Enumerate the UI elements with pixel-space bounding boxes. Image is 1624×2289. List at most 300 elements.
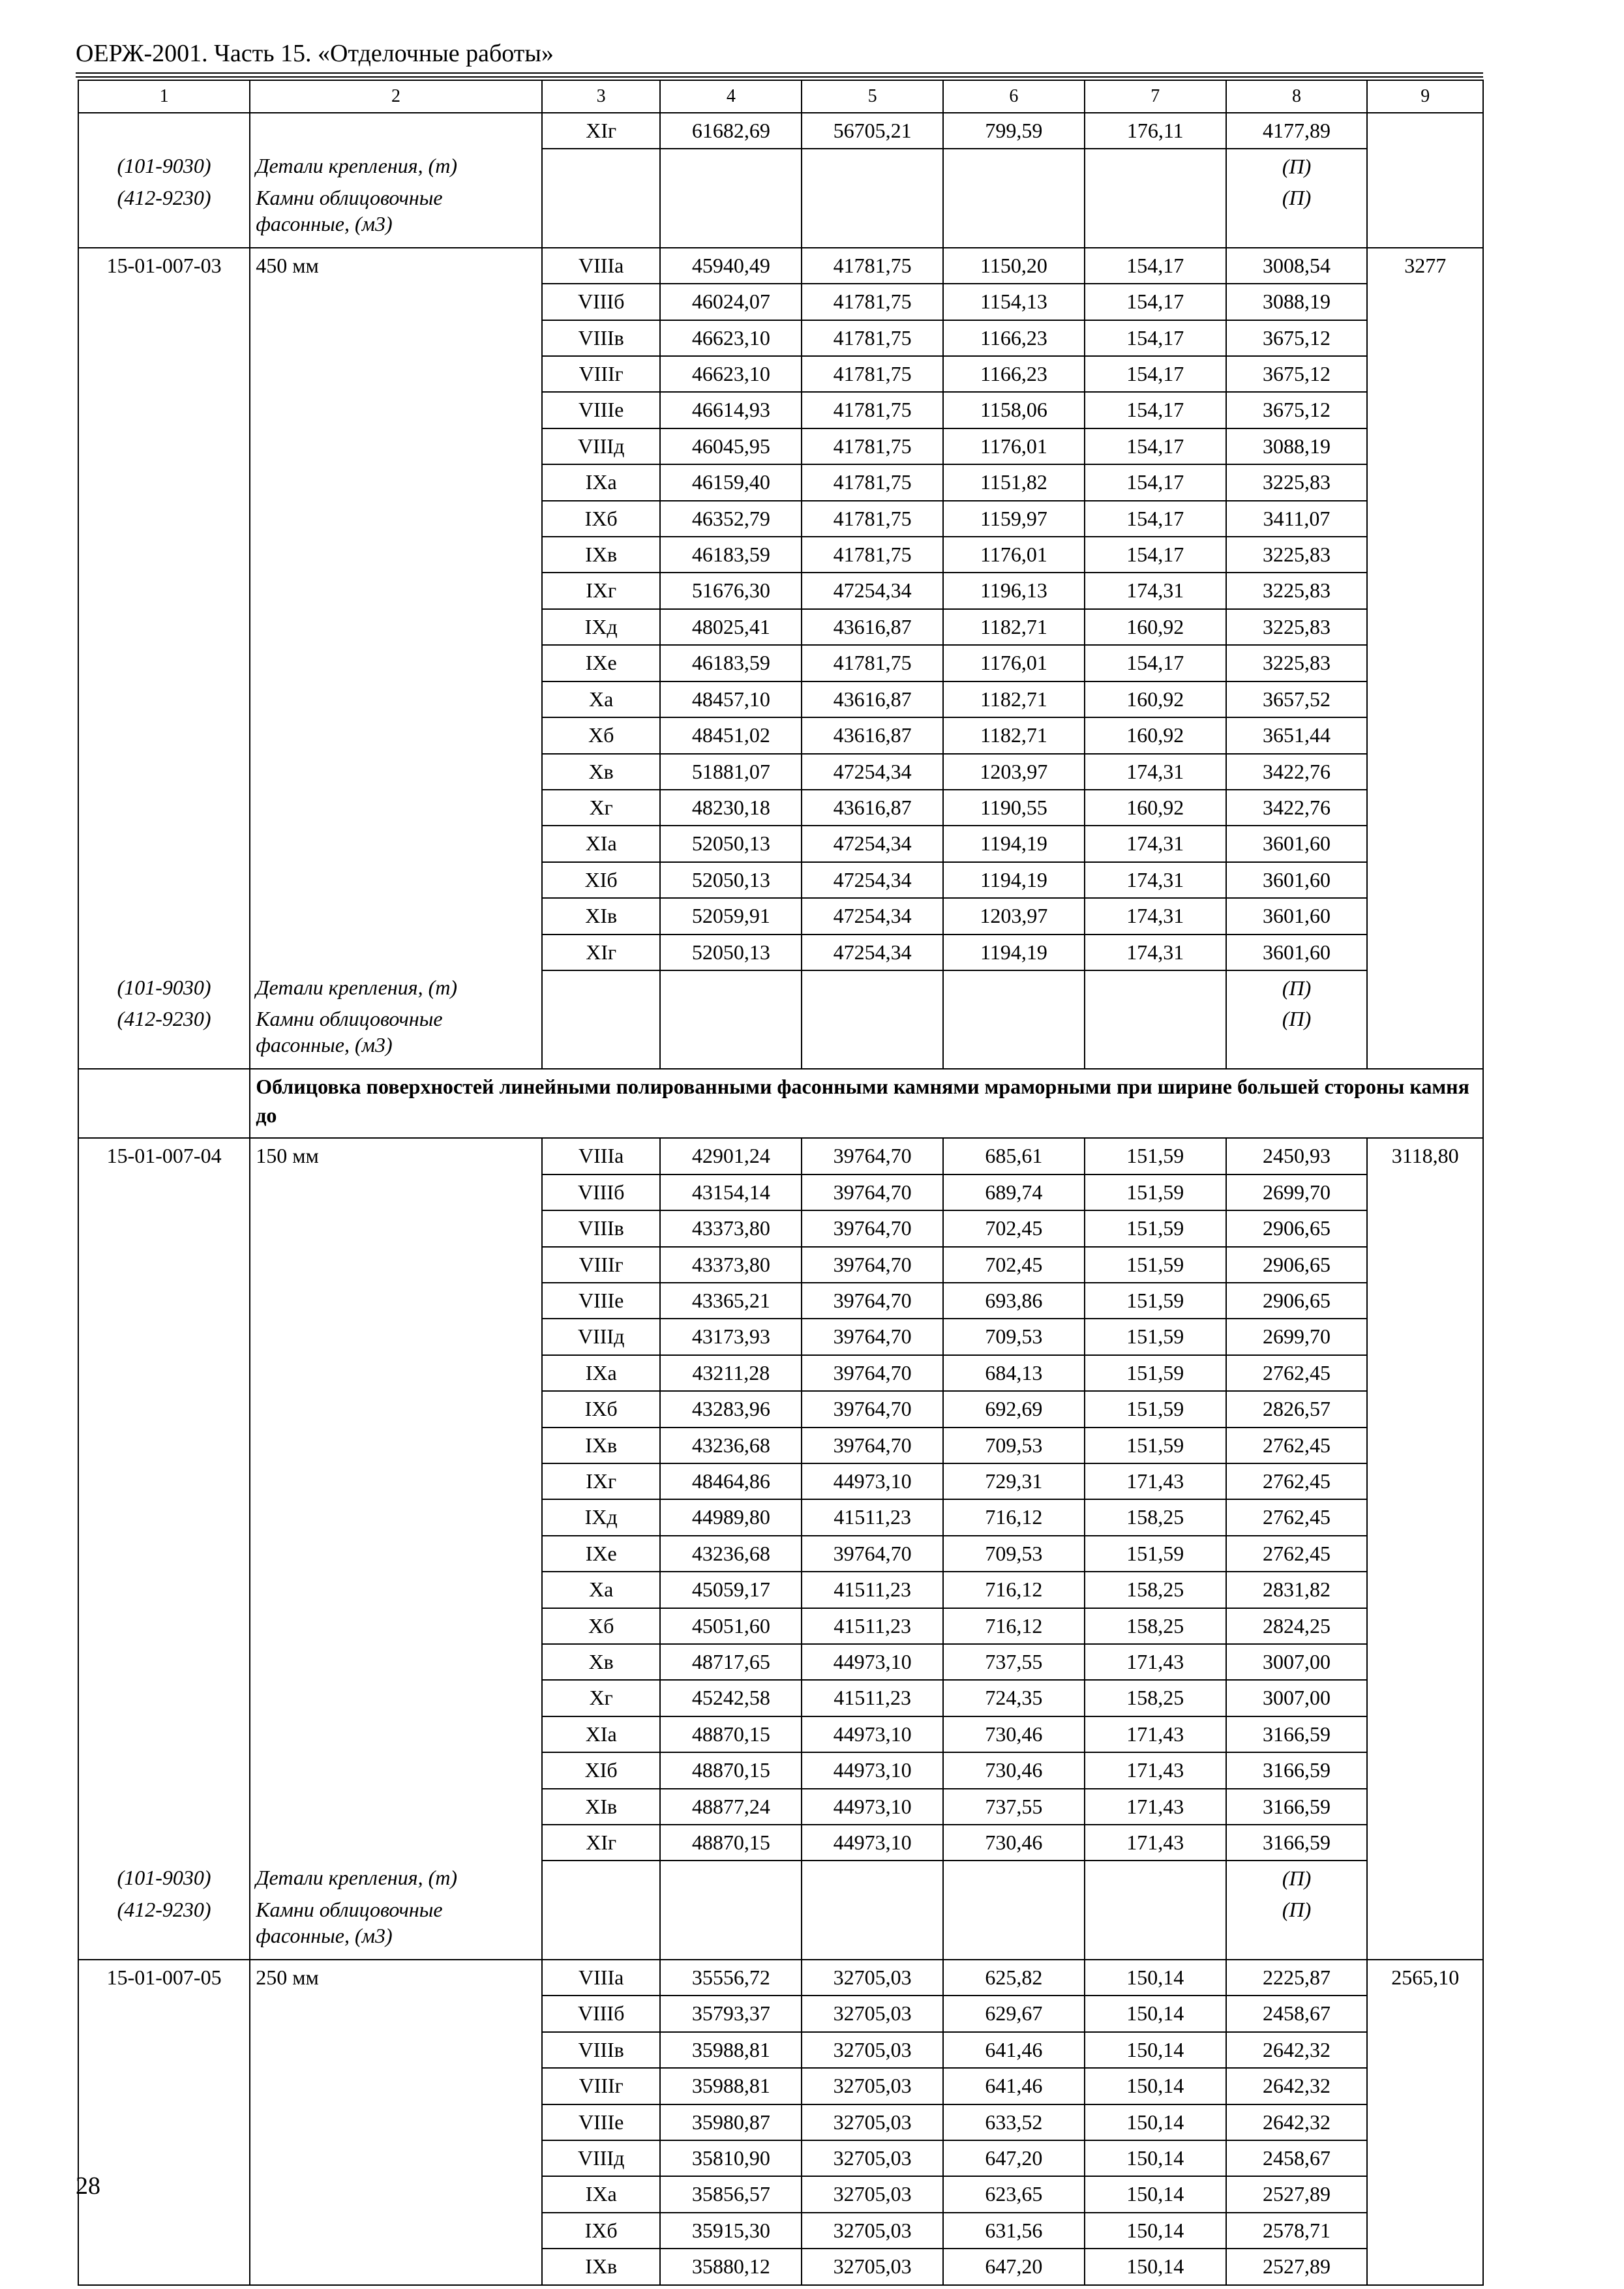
empty-cell	[250, 754, 542, 790]
empty-cell	[250, 1996, 542, 2031]
price-value: 52059,91	[660, 898, 802, 934]
price-value: 61682,69	[660, 113, 802, 149]
empty-cell	[250, 1499, 542, 1535]
price-value: 641,46	[943, 2032, 1085, 2068]
price-value: 56705,21	[802, 113, 943, 149]
price-value: 2906,65	[1226, 1283, 1368, 1319]
price-value: 151,59	[1085, 1391, 1226, 1427]
table-row	[78, 826, 1483, 861]
price-value: 48870,15	[660, 1716, 802, 1752]
empty-cell	[78, 2213, 250, 2249]
empty-cell	[78, 1247, 250, 1283]
empty-cell	[78, 1210, 250, 1246]
price-value: 150,14	[1085, 1960, 1226, 1996]
empty-cell	[1367, 1644, 1483, 1680]
empty-cell	[78, 1319, 250, 1354]
empty-cell	[1085, 1006, 1226, 1069]
price-value: 1182,71	[943, 681, 1085, 717]
price-value: 48870,15	[660, 1752, 802, 1788]
empty-cell	[78, 1752, 250, 1788]
price-value: 43173,93	[660, 1319, 802, 1354]
price-value: 3601,60	[1226, 935, 1368, 970]
zone-code: IXе	[542, 1536, 661, 1572]
empty-cell	[1367, 1174, 1483, 1210]
empty-cell	[78, 1428, 250, 1463]
price-value: 48717,65	[660, 1644, 802, 1680]
section-heading-row	[78, 1069, 1483, 1138]
table-row	[78, 2140, 1483, 2176]
empty-cell	[250, 2140, 542, 2176]
material-row	[78, 1896, 1483, 1960]
empty-cell	[250, 2068, 542, 2104]
price-value: 46623,10	[660, 320, 802, 356]
zone-code: XIг	[542, 935, 661, 970]
material-row	[78, 149, 1483, 184]
price-value: 150,14	[1085, 2213, 1226, 2249]
price-value: 32705,03	[802, 2213, 943, 2249]
header-rule	[76, 76, 1483, 78]
table-row	[78, 717, 1483, 753]
zone-code: VIIIе	[542, 1283, 661, 1319]
empty-cell	[78, 284, 250, 320]
price-value: 3422,76	[1226, 754, 1368, 790]
price-value: 158,25	[1085, 1572, 1226, 1608]
empty-cell	[1367, 149, 1483, 184]
price-value: 32705,03	[802, 2176, 943, 2212]
empty-cell	[1367, 1428, 1483, 1463]
empty-cell	[250, 320, 542, 356]
price-value: 2450,93	[1226, 1138, 1368, 1174]
empty-cell	[542, 1006, 661, 1069]
material-code: (101-9030)	[78, 149, 250, 184]
price-value: 174,31	[1085, 935, 1226, 970]
price-value: 1194,19	[943, 862, 1085, 898]
material-mark: (П)	[1226, 1006, 1368, 1069]
price-value: 48025,41	[660, 609, 802, 645]
empty-cell	[250, 717, 542, 753]
price-value: 2458,67	[1226, 1996, 1368, 2031]
empty-cell	[1367, 935, 1483, 970]
empty-cell	[1367, 537, 1483, 573]
price-value: 3225,83	[1226, 609, 1368, 645]
price-value: 39764,70	[802, 1247, 943, 1283]
price-value: 689,74	[943, 1174, 1085, 1210]
empty-cell	[542, 185, 661, 248]
empty-cell	[1367, 717, 1483, 753]
work-name: 150 мм	[250, 1138, 542, 1174]
empty-cell	[1367, 1536, 1483, 1572]
empty-cell	[1367, 113, 1483, 149]
price-value: 150,14	[1085, 2249, 1226, 2284]
price-value: 35988,81	[660, 2032, 802, 2068]
column-number: 7	[1085, 80, 1226, 113]
price-value: 3088,19	[1226, 428, 1368, 464]
rate-code: 15-01-007-03	[78, 248, 250, 284]
zone-code: VIIIе	[542, 2104, 661, 2140]
price-value: 32705,03	[802, 1996, 943, 2031]
price-value: 151,59	[1085, 1428, 1226, 1463]
empty-cell	[78, 392, 250, 428]
price-value: 1158,06	[943, 392, 1085, 428]
table-row	[78, 1644, 1483, 1680]
material-code: (412-9230)	[78, 1896, 250, 1960]
price-value: 2699,70	[1226, 1174, 1368, 1210]
price-value: 633,52	[943, 2104, 1085, 2140]
empty-cell	[250, 1319, 542, 1354]
price-value: 32705,03	[802, 2140, 943, 2176]
column-number: 5	[802, 80, 943, 113]
price-value: 2642,32	[1226, 2068, 1368, 2104]
price-value: 2824,25	[1226, 1608, 1368, 1644]
empty-cell	[78, 2249, 250, 2284]
empty-cell	[250, 428, 542, 464]
table-row	[78, 645, 1483, 681]
price-value: 1151,82	[943, 464, 1085, 500]
price-value: 3088,19	[1226, 284, 1368, 320]
price-value: 629,67	[943, 1996, 1085, 2031]
price-value: 46623,10	[660, 356, 802, 392]
price-value: 693,86	[943, 1283, 1085, 1319]
empty-cell	[78, 1825, 250, 1861]
price-value: 174,31	[1085, 898, 1226, 934]
empty-cell	[1367, 1680, 1483, 1716]
empty-cell	[78, 1644, 250, 1680]
price-value: 1203,97	[943, 898, 1085, 934]
price-value: 174,31	[1085, 754, 1226, 790]
price-value: 48451,02	[660, 717, 802, 753]
empty-cell	[250, 1355, 542, 1391]
table-row	[78, 790, 1483, 826]
price-value: 702,45	[943, 1247, 1085, 1283]
price-value: 39764,70	[802, 1138, 943, 1174]
empty-cell	[802, 149, 943, 184]
price-value: 45242,58	[660, 1680, 802, 1716]
empty-cell	[78, 113, 250, 149]
price-value: 52050,13	[660, 826, 802, 861]
empty-cell	[250, 1247, 542, 1283]
table-row	[78, 1499, 1483, 1535]
price-value: 2762,45	[1226, 1428, 1368, 1463]
price-value: 174,31	[1085, 826, 1226, 861]
price-value: 35556,72	[660, 1960, 802, 1996]
table-row	[78, 898, 1483, 934]
empty-cell	[542, 1896, 661, 1960]
price-value: 2762,45	[1226, 1536, 1368, 1572]
empty-cell	[78, 2032, 250, 2068]
material-mark: (П)	[1226, 1861, 1368, 1896]
price-value: 47254,34	[802, 754, 943, 790]
price-value: 3225,83	[1226, 537, 1368, 573]
price-value: 45059,17	[660, 1572, 802, 1608]
empty-cell	[1085, 185, 1226, 248]
zone-code: VIIIв	[542, 1210, 661, 1246]
price-value: 154,17	[1085, 284, 1226, 320]
empty-cell	[660, 970, 802, 1006]
empty-cell	[802, 1896, 943, 1960]
empty-cell	[250, 1536, 542, 1572]
empty-cell	[78, 1996, 250, 2031]
table-row	[78, 1752, 1483, 1788]
price-value: 3007,00	[1226, 1680, 1368, 1716]
empty-cell	[250, 1716, 542, 1752]
zone-code: Xб	[542, 1608, 661, 1644]
price-value: 709,53	[943, 1428, 1085, 1463]
material-name: Детали крепления, (т)	[250, 149, 542, 184]
table-row	[78, 2213, 1483, 2249]
price-value: 35915,30	[660, 2213, 802, 2249]
price-value: 1182,71	[943, 609, 1085, 645]
price-value: 160,92	[1085, 609, 1226, 645]
table-row	[78, 1789, 1483, 1825]
price-value: 151,59	[1085, 1536, 1226, 1572]
column-number-row	[78, 80, 1483, 113]
table-row	[78, 1247, 1483, 1283]
material-code: (101-9030)	[78, 1861, 250, 1896]
price-value: 44973,10	[802, 1752, 943, 1788]
price-value: 32705,03	[802, 2104, 943, 2140]
empty-cell	[1085, 1861, 1226, 1896]
price-value: 684,13	[943, 1355, 1085, 1391]
price-value: 1196,13	[943, 573, 1085, 608]
empty-cell	[1367, 284, 1483, 320]
empty-cell	[1085, 1896, 1226, 1960]
empty-cell	[1367, 1716, 1483, 1752]
empty-cell	[250, 1608, 542, 1644]
price-value: 1182,71	[943, 717, 1085, 753]
empty-cell	[250, 1174, 542, 1210]
material-row	[78, 185, 1483, 248]
zone-code: IXд	[542, 609, 661, 645]
empty-cell	[78, 1499, 250, 1535]
table-row	[78, 1572, 1483, 1608]
price-value: 154,17	[1085, 645, 1226, 681]
price-value: 2762,45	[1226, 1355, 1368, 1391]
price-value: 730,46	[943, 1716, 1085, 1752]
empty-cell	[1367, 1896, 1483, 1960]
price-value: 1150,20	[943, 248, 1085, 284]
empty-cell	[802, 1006, 943, 1069]
empty-cell	[943, 149, 1085, 184]
empty-cell	[78, 1716, 250, 1752]
price-value: 1176,01	[943, 428, 1085, 464]
empty-cell	[1367, 2104, 1483, 2140]
empty-cell	[1085, 149, 1226, 184]
price-value: 176,11	[1085, 113, 1226, 149]
material-row	[78, 970, 1483, 1006]
zone-code: VIIIв	[542, 2032, 661, 2068]
price-value: 3601,60	[1226, 826, 1368, 861]
price-value: 150,14	[1085, 2104, 1226, 2140]
empty-cell	[1367, 1463, 1483, 1499]
price-value: 160,92	[1085, 717, 1226, 753]
price-value: 799,59	[943, 113, 1085, 149]
price-value: 43154,14	[660, 1174, 802, 1210]
table-row	[78, 2104, 1483, 2140]
zone-code: IXе	[542, 645, 661, 681]
material-mark: (П)	[1226, 1896, 1368, 1960]
price-value: 647,20	[943, 2140, 1085, 2176]
empty-cell	[802, 185, 943, 248]
price-value: 716,12	[943, 1608, 1085, 1644]
column-number: 9	[1367, 80, 1483, 113]
price-value: 48877,24	[660, 1789, 802, 1825]
price-value: 151,59	[1085, 1355, 1226, 1391]
price-table	[78, 80, 1484, 2286]
price-value: 45940,49	[660, 248, 802, 284]
price-value: 2826,57	[1226, 1391, 1368, 1427]
table-row	[78, 935, 1483, 970]
empty-cell	[250, 2176, 542, 2212]
price-value: 2642,32	[1226, 2104, 1368, 2140]
material-row	[78, 1006, 1483, 1069]
empty-cell	[250, 2249, 542, 2284]
price-value: 46183,59	[660, 645, 802, 681]
price-value: 44973,10	[802, 1463, 943, 1499]
empty-cell	[78, 2068, 250, 2104]
price-value: 151,59	[1085, 1210, 1226, 1246]
price-value: 2527,89	[1226, 2249, 1368, 2284]
empty-cell	[250, 1752, 542, 1788]
price-value: 39764,70	[802, 1283, 943, 1319]
empty-cell	[943, 185, 1085, 248]
empty-cell	[78, 2104, 250, 2140]
zone-code: VIIIг	[542, 1247, 661, 1283]
empty-cell	[802, 970, 943, 1006]
material-code: (101-9030)	[78, 970, 250, 1006]
empty-cell	[660, 1006, 802, 1069]
empty-cell	[78, 1355, 250, 1391]
empty-cell	[1367, 1825, 1483, 1861]
table-row	[78, 681, 1483, 717]
price-value: 151,59	[1085, 1319, 1226, 1354]
price-value: 39764,70	[802, 1536, 943, 1572]
price-value: 151,59	[1085, 1247, 1226, 1283]
price-value: 3225,83	[1226, 573, 1368, 608]
price-value: 154,17	[1085, 537, 1226, 573]
price-value: 150,14	[1085, 2140, 1226, 2176]
empty-cell	[1367, 1499, 1483, 1535]
zone-code: XIб	[542, 862, 661, 898]
price-value: 625,82	[943, 1960, 1085, 1996]
price-value: 1166,23	[943, 356, 1085, 392]
price-value: 1194,19	[943, 826, 1085, 861]
material-code: (412-9230)	[78, 1006, 250, 1069]
price-value: 3007,00	[1226, 1644, 1368, 1680]
empty-cell	[250, 537, 542, 573]
price-value: 43616,87	[802, 790, 943, 826]
price-value: 48870,15	[660, 1825, 802, 1861]
table-row	[78, 2249, 1483, 2284]
price-value: 32705,03	[802, 2249, 943, 2284]
empty-cell	[78, 1680, 250, 1716]
price-value: 3225,83	[1226, 645, 1368, 681]
rate-code: 15-01-007-04	[78, 1138, 250, 1174]
price-value: 47254,34	[802, 862, 943, 898]
zone-code: VIIIа	[542, 248, 661, 284]
empty-cell	[78, 320, 250, 356]
rate-code: 15-01-007-05	[78, 1960, 250, 1996]
material-name: Детали крепления, (т)	[250, 970, 542, 1006]
empty-cell	[78, 862, 250, 898]
price-value: 1176,01	[943, 537, 1085, 573]
zone-code: VIIIд	[542, 2140, 661, 2176]
empty-cell	[250, 464, 542, 500]
empty-cell	[943, 970, 1085, 1006]
empty-cell	[250, 1680, 542, 1716]
empty-cell	[1367, 185, 1483, 248]
price-value: 151,59	[1085, 1138, 1226, 1174]
price-value: 43283,96	[660, 1391, 802, 1427]
price-value: 41511,23	[802, 1680, 943, 1716]
empty-cell	[542, 1861, 661, 1896]
zone-code: IXа	[542, 464, 661, 500]
empty-cell	[1367, 1355, 1483, 1391]
empty-cell	[542, 149, 661, 184]
zone-code: Xг	[542, 790, 661, 826]
zone-code: IXб	[542, 501, 661, 537]
header-rule	[76, 72, 1483, 74]
price-value: 52050,13	[660, 935, 802, 970]
price-value: 171,43	[1085, 1825, 1226, 1861]
empty-cell	[78, 1463, 250, 1499]
empty-cell	[1367, 2140, 1483, 2176]
table-row	[78, 1960, 1483, 1996]
empty-cell	[250, 2104, 542, 2140]
price-value: 43373,80	[660, 1247, 802, 1283]
price-value: 154,17	[1085, 320, 1226, 356]
empty-cell	[78, 826, 250, 861]
column-number: 8	[1226, 80, 1368, 113]
zone-code: VIIIа	[542, 1960, 661, 1996]
material-name: Камни облицовочные фасонные, (м3)	[250, 185, 542, 248]
empty-cell	[660, 1896, 802, 1960]
table-row	[78, 1355, 1483, 1391]
price-value: 737,55	[943, 1789, 1085, 1825]
empty-cell	[1367, 2032, 1483, 2068]
table-row	[78, 320, 1483, 356]
empty-cell	[250, 898, 542, 934]
price-value: 2527,89	[1226, 2176, 1368, 2212]
price-value: 3225,83	[1226, 464, 1368, 500]
price-value: 3166,59	[1226, 1789, 1368, 1825]
zone-code: VIIIд	[542, 428, 661, 464]
table-row	[78, 248, 1483, 284]
zone-code: VIIIе	[542, 392, 661, 428]
section-heading-spacer	[78, 1069, 250, 1138]
empty-cell	[78, 1789, 250, 1825]
price-value: 41781,75	[802, 501, 943, 537]
empty-cell	[78, 1174, 250, 1210]
empty-cell	[78, 2140, 250, 2176]
empty-cell	[1367, 2068, 1483, 2104]
price-value: 39764,70	[802, 1428, 943, 1463]
empty-cell	[250, 1428, 542, 1463]
price-value: 43236,68	[660, 1536, 802, 1572]
empty-cell	[1367, 1319, 1483, 1354]
price-value: 35856,57	[660, 2176, 802, 2212]
empty-cell	[660, 185, 802, 248]
table-row	[78, 1391, 1483, 1427]
price-value: 154,17	[1085, 248, 1226, 284]
empty-cell	[78, 609, 250, 645]
table-row	[78, 1680, 1483, 1716]
price-value: 43365,21	[660, 1283, 802, 1319]
table-row	[78, 1319, 1483, 1354]
price-value: 2699,70	[1226, 1319, 1368, 1354]
empty-cell	[250, 1644, 542, 1680]
price-value: 730,46	[943, 1825, 1085, 1861]
empty-cell	[1367, 681, 1483, 717]
